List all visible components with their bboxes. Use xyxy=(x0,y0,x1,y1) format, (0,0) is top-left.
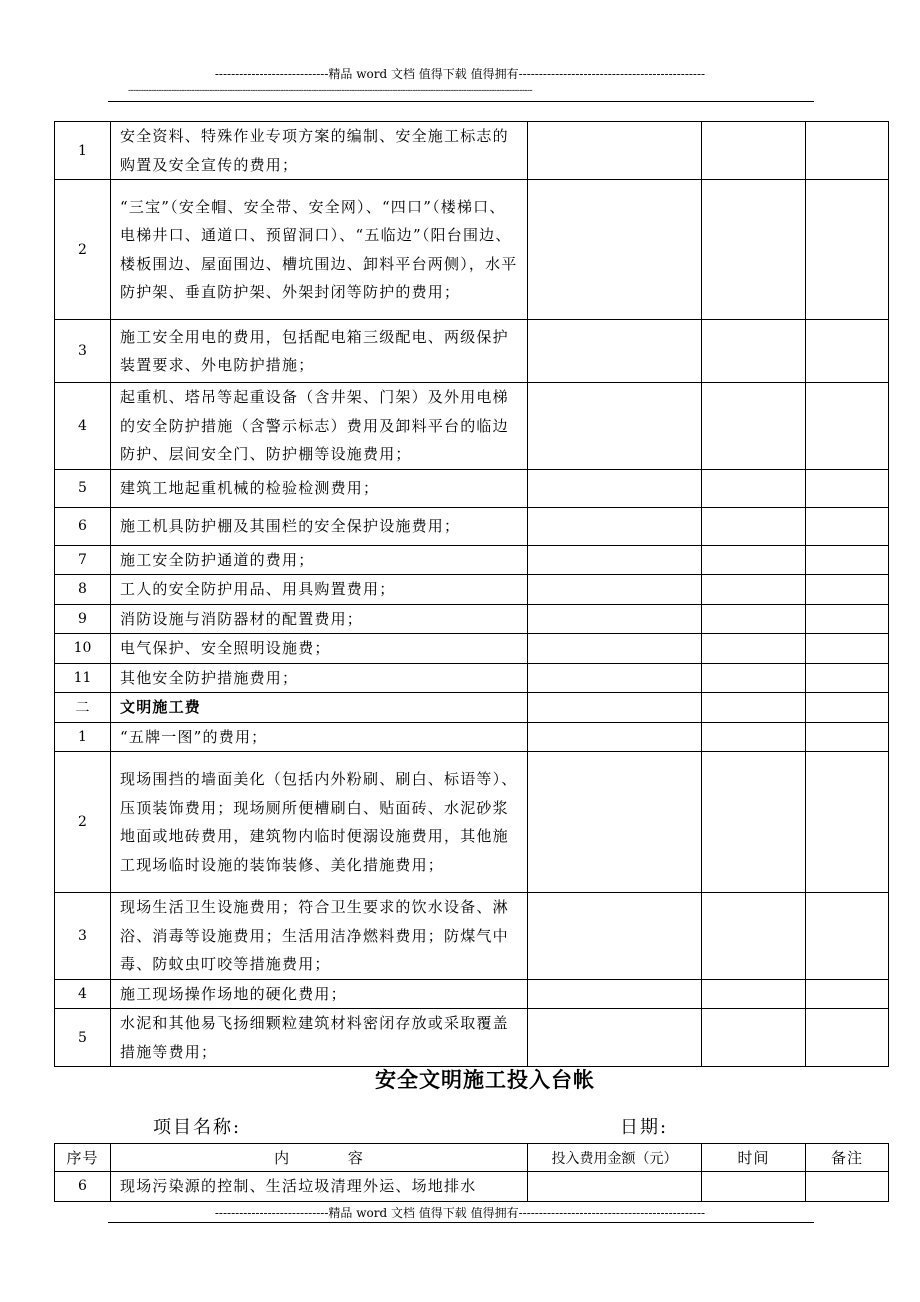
time-cell xyxy=(702,604,806,634)
remark-cell xyxy=(806,180,889,320)
remark-cell xyxy=(806,634,889,664)
row-content: 建筑工地起重机械的检验检测费用； xyxy=(111,469,528,507)
time-cell xyxy=(702,752,806,893)
ledger-table xyxy=(54,1143,889,1202)
amount-cell xyxy=(528,693,702,723)
row-content: 工人的安全防护用品、用具购置费用； xyxy=(111,575,528,605)
amount-cell xyxy=(528,893,702,980)
remark-cell xyxy=(806,979,889,1009)
page-header-text: ----------------------------精品 word 文档 值得下载 值得拥有---------------------------------------------- xyxy=(214,67,706,81)
time-cell xyxy=(702,722,806,752)
remark-cell xyxy=(806,1172,889,1202)
row-seq: 9 xyxy=(55,604,111,634)
row-content: “三宝”（安全帽、安全带、安全网）、“四口”（楼梯口、电梯井口、通道口、预留洞口）、“五临边”（阳台围边、楼板围边、屋面围边、槽坑围边、卸料平台两侧），水平防护架、垂直防护架、外架封闭等防护的费用； xyxy=(111,180,528,320)
table-row xyxy=(55,893,889,980)
remark-cell xyxy=(806,693,889,723)
amount-cell xyxy=(528,1172,702,1202)
time-cell xyxy=(702,979,806,1009)
row-content: 起重机、塔吊等起重设备（含井架、门架）及外用电梯的安全防护措施（含警示标志）费用及卸料平台的临边防护、层间安全门、防护棚等设施费用； xyxy=(111,383,528,470)
time-cell xyxy=(702,180,806,320)
table-row xyxy=(55,604,889,634)
table-row xyxy=(55,1172,889,1202)
page-footer-text: ----------------------------精品 word 文档 值得下载 值得拥有---------------------------------------------- xyxy=(214,1206,706,1220)
cost-items-table xyxy=(54,121,889,1067)
row-seq: 4 xyxy=(55,979,111,1009)
remark-cell xyxy=(806,545,889,575)
row-seq: 5 xyxy=(55,1009,111,1067)
remark-cell xyxy=(806,604,889,634)
time-cell xyxy=(702,1172,806,1202)
document-title: 安全文明施工投入台帐 xyxy=(375,1067,595,1092)
col-header-content: 内 容 xyxy=(111,1144,528,1172)
table-row xyxy=(55,979,889,1009)
row-content: 电气保护、安全照明设施费； xyxy=(111,634,528,664)
remark-cell xyxy=(806,383,889,470)
project-name-label: 项目名称: xyxy=(153,1117,242,1138)
amount-cell xyxy=(528,545,702,575)
table-row xyxy=(55,1009,889,1067)
remark-cell xyxy=(806,469,889,507)
amount-cell xyxy=(528,634,702,664)
row-seq: 1 xyxy=(55,722,111,752)
row-content: 现场生活卫生设施费用；符合卫生要求的饮水设备、淋浴、消毒等设施费用；生活用洁净燃料费用；防煤气中毒、防蚊虫叮咬等措施费用； xyxy=(111,893,528,980)
remark-cell xyxy=(806,122,889,180)
table-row xyxy=(55,663,889,693)
amount-cell xyxy=(528,663,702,693)
amount-cell xyxy=(528,180,702,320)
row-seq: 4 xyxy=(55,383,111,470)
time-cell xyxy=(702,320,806,383)
remark-cell xyxy=(806,663,889,693)
section-heading: 文明施工费 xyxy=(111,693,528,723)
amount-cell xyxy=(528,722,702,752)
remark-cell xyxy=(806,893,889,980)
table-row xyxy=(55,575,889,605)
row-seq: 二 xyxy=(55,693,111,723)
remark-cell xyxy=(806,1009,889,1067)
time-cell xyxy=(702,507,806,545)
amount-cell xyxy=(528,1009,702,1067)
row-content: 施工现场操作场地的硬化费用； xyxy=(111,979,528,1009)
row-seq: 2 xyxy=(55,752,111,893)
row-seq: 1 xyxy=(55,122,111,180)
row-seq: 6 xyxy=(55,507,111,545)
table-row xyxy=(55,507,889,545)
row-content: 现场污染源的控制、生活垃圾清理外运、场地排水 xyxy=(111,1172,528,1202)
row-content: “五牌一图”的费用； xyxy=(111,722,528,752)
remark-cell xyxy=(806,320,889,383)
amount-cell xyxy=(528,122,702,180)
amount-cell xyxy=(528,752,702,893)
row-content: 施工机具防护棚及其围栏的安全保护设施费用； xyxy=(111,507,528,545)
row-content: 施工安全用电的费用，包括配电箱三级配电、两级保护装置要求、外电防护措施； xyxy=(111,320,528,383)
table-row xyxy=(55,634,889,664)
row-content: 水泥和其他易飞扬细颗粒建筑材料密闭存放或采取覆盖措施等费用； xyxy=(111,1009,528,1067)
remark-cell xyxy=(806,752,889,893)
col-header-remark: 备注 xyxy=(806,1144,889,1172)
col-header-time: 时间 xyxy=(702,1144,806,1172)
amount-cell xyxy=(528,507,702,545)
row-content: 施工安全防护通道的费用； xyxy=(111,545,528,575)
amount-cell xyxy=(528,575,702,605)
amount-cell xyxy=(528,320,702,383)
row-content: 现场围挡的墙面美化（包括内外粉刷、刷白、标语等）、压顶装饰费用；现场厕所便槽刷白、贴面砖、水泥砂浆地面或地砖费用，建筑物内临时便溺设施费用，其他施工现场临时设施的装饰装修、美化措施费用； xyxy=(111,752,528,893)
row-seq: 3 xyxy=(55,893,111,980)
amount-cell xyxy=(528,469,702,507)
remark-cell xyxy=(806,575,889,605)
row-seq: 5 xyxy=(55,469,111,507)
remark-cell xyxy=(806,507,889,545)
time-cell xyxy=(702,469,806,507)
time-cell xyxy=(702,663,806,693)
table-row xyxy=(55,693,889,723)
amount-cell xyxy=(528,604,702,634)
date-label: 日期: xyxy=(620,1117,669,1138)
table-header-row xyxy=(55,1144,889,1172)
row-seq: 3 xyxy=(55,320,111,383)
table-row xyxy=(55,320,889,383)
row-content: 安全资料、特殊作业专项方案的编制、安全施工标志的购置及安全宣传的费用； xyxy=(111,122,528,180)
header-rule xyxy=(108,101,814,102)
table-row xyxy=(55,722,889,752)
footer-rule xyxy=(108,1222,814,1223)
page-header-dashes: --------------------------------------------------------------------------------------------------------------------------------------------------------------- xyxy=(128,86,533,96)
time-cell xyxy=(702,545,806,575)
row-content: 消防设施与消防器材的配置费用； xyxy=(111,604,528,634)
col-header-amount: 投入费用金额（元） xyxy=(528,1144,702,1172)
amount-cell xyxy=(528,979,702,1009)
time-cell xyxy=(702,1009,806,1067)
time-cell xyxy=(702,122,806,180)
table-row xyxy=(55,122,889,180)
row-content: 其他安全防护措施费用； xyxy=(111,663,528,693)
row-seq: 8 xyxy=(55,575,111,605)
table-row xyxy=(55,180,889,320)
time-cell xyxy=(702,383,806,470)
table-row xyxy=(55,545,889,575)
time-cell xyxy=(702,893,806,980)
row-seq: 2 xyxy=(55,180,111,320)
row-seq: 11 xyxy=(55,663,111,693)
amount-cell xyxy=(528,383,702,470)
time-cell xyxy=(702,575,806,605)
time-cell xyxy=(702,634,806,664)
row-seq: 7 xyxy=(55,545,111,575)
table-row xyxy=(55,752,889,893)
remark-cell xyxy=(806,722,889,752)
row-seq: 10 xyxy=(55,634,111,664)
col-header-seq: 序号 xyxy=(55,1144,111,1172)
table-row xyxy=(55,469,889,507)
time-cell xyxy=(702,693,806,723)
table-row xyxy=(55,383,889,470)
row-seq: 6 xyxy=(55,1172,111,1202)
